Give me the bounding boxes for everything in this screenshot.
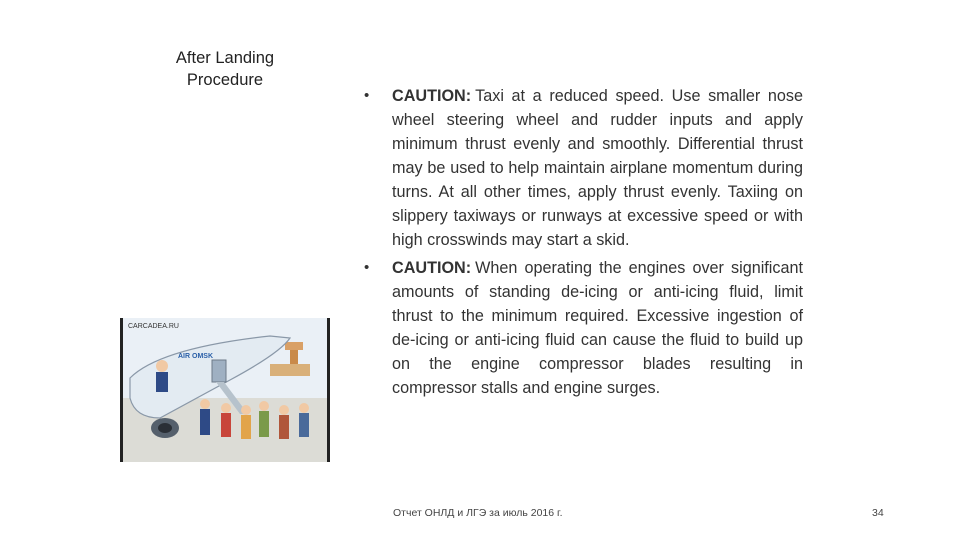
- caution-label: CAUTION:: [392, 87, 472, 105]
- footer-note: Отчет ОНЛД и ЛГЭ за июль 2016 г.: [393, 507, 563, 519]
- caution-label: CAUTION:: [392, 259, 472, 277]
- slide-title: [150, 47, 300, 91]
- bullet-text: Taxi at a reduced speed. Use smaller nose wheel steering wheel and rudder inputs and apply minimum thrust evenly and smoothly. Differential thrust may be used to help maintain airplane momentum during turns. At all other times, apply thrust evenly. Taxiing on slippery taxiways or runways at excessive speed or with high crosswinds may start a skid.: [392, 87, 803, 249]
- slide-title-line-1: After Landing: [175, 49, 275, 67]
- bullet-dot-icon: •: [364, 259, 370, 276]
- bullet-text: When operating the engines over significant amounts of standing de-icing or anti-icing fluid, limit thrust to the minimum required. Excessive ingestion of de-icing or anti-icing fluid can cause the fluid to build up on the engine compressor blades resulting in compressor stalls and engine surges.: [392, 259, 803, 397]
- bullet-item-deicing-caution: [362, 256, 803, 400]
- cartoon-illustration: [120, 318, 330, 462]
- bullet-dot-icon: •: [364, 87, 370, 104]
- airport-cartoon-image: [120, 318, 330, 462]
- watermark-text: CARCADEA.RU: [128, 323, 179, 330]
- caution-bullet-list: [362, 84, 803, 400]
- plane-livery-text: AIR OMSK: [178, 353, 213, 360]
- slide-title-line-2: Procedure: [186, 71, 264, 89]
- page-number: 34: [872, 507, 884, 519]
- bullet-item-taxi-caution: [362, 84, 803, 252]
